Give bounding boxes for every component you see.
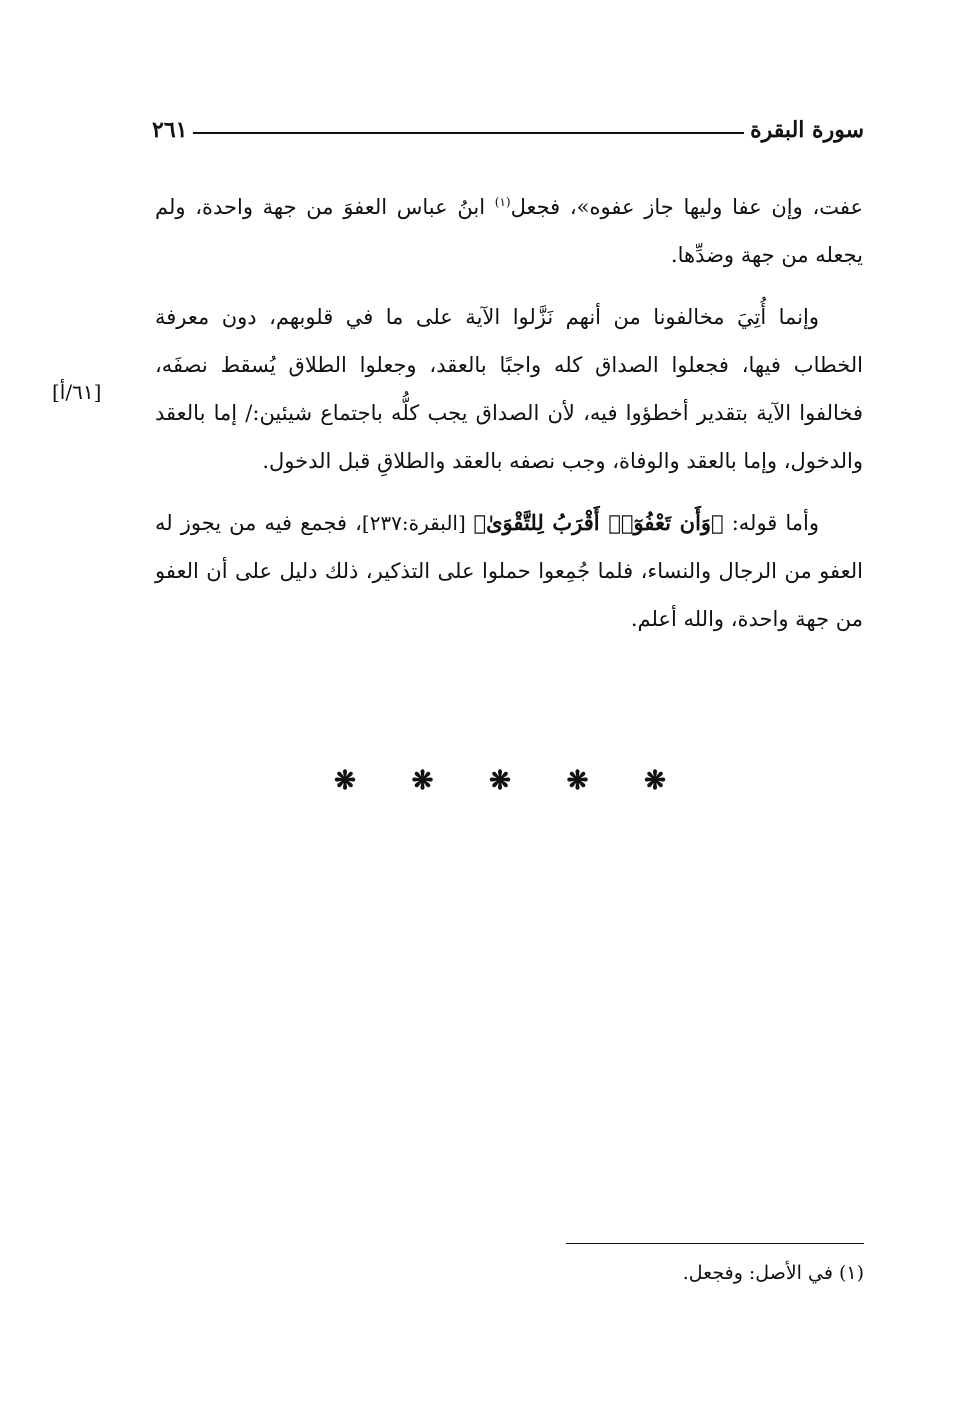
separator-star-icon: ❋ [334,766,356,796]
header-rule [193,132,744,134]
paragraph-1-part-b: ابنُ عباس العفوَ من جهة واحدة، ولم يجعله من جهة وضدِّها. [155,195,863,267]
main-text [155,178,863,657]
paragraph-3-part-a: وأما قوله: [723,511,820,535]
footnote-marker: (١) [494,195,511,209]
separator-star-icon: ❋ [411,766,434,796]
verse-reference: [البقرة:٢٣٧] [361,511,474,535]
page-header [152,112,864,148]
footnote-rule [566,1243,864,1244]
paragraph-3-part-b: ، فجمع فيه من يجوز له العفو من الرجال والنساء، فلما جُمِعوا حملوا على التذكير، ذلك دليل على أن العفو من جهة واحدة، والله أعلم. [155,511,863,631]
section-separator [330,766,670,796]
quran-verse: ﴿وَأَن تَعْفُوٓا۟ أَقْرَبُ لِلتَّقْوَىٰ﴾ [473,510,724,535]
separator-star-icon: ❋ [644,766,666,796]
paragraph-2: وإنما أُتِيَ مخالفونا من أنهم نَزَّلوا الآية على ما في قلوبهم، دون معرفة الخطاب فيها، فجعلوا الصداق كله واجبًا بالعقد، وجعلوا الطلاق يُسقط نصفَه، فخالفوا الآية بتقدير أخطؤوا فيه، لأن الصداق يجب كلُّه باجتماع شيئين:/ إما بالعقد والدخول، وإما بالعقد والوفاة، وجب نصفه بالعقد والطلاقِ قبل الدخول. [155,305,863,473]
paragraph-3 [155,499,863,643]
separator-star-icon: ❋ [566,766,589,796]
separator-star-icon: ❋ [489,766,511,796]
paragraph-1 [155,178,863,279]
page-number: ٢٦١ [152,117,188,143]
manuscript-folio-ref: [٦١/أ] [52,380,102,404]
paragraph-1-part-a: عفت، وإن عفا وليها جاز عفوه»، فجعل [510,195,863,219]
footnote: (١) في الأصل: وفجعل. [682,1262,864,1284]
surah-title: سورة البقرة [750,117,864,143]
